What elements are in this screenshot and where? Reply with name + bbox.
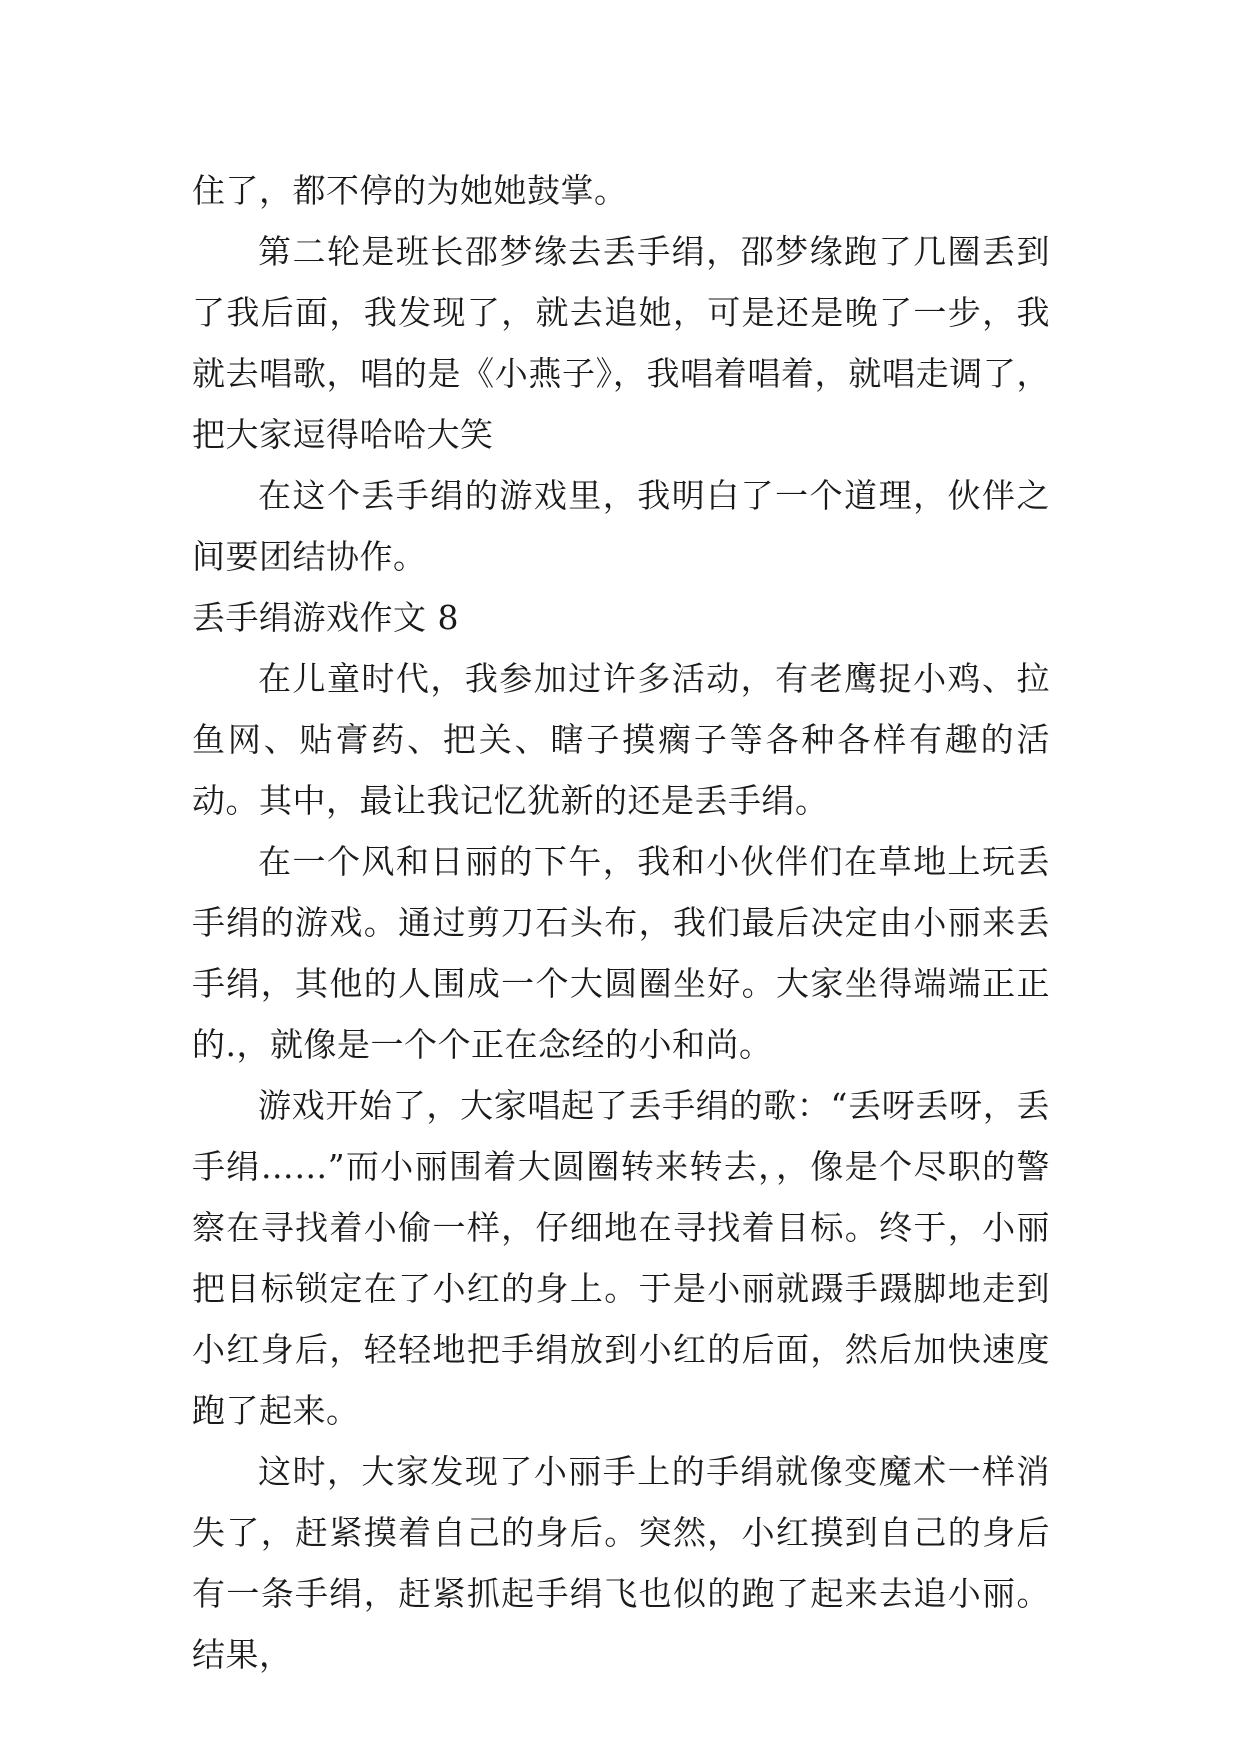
paragraph-afternoon-game: 在一个风和日丽的下午，我和小伙伴们在草地上玩丢手绢的游戏。通过剪刀石头布，我们最后决定由小丽来丢手绢，其他的人围成一个大圆圈坐好。大家坐得端端正正的.，就像是一个个正在念经的小和尚。 (192, 842, 1050, 1064)
paragraph-chase: 这时，大家发现了小丽手上的手绢就像变魔术一样消失了，赶紧摸着自己的身后。突然，小红摸到自己的身后有一条手绢，赶紧抓起手绢飞也似的跑了起来去追小丽。结果， (192, 1452, 1050, 1674)
document-body (192, 160, 1050, 1685)
paragraph-continuation: 住了，都不停的为她她鼓掌。 (192, 171, 628, 210)
essay-heading: 丢手绢游戏作文 8 (192, 598, 459, 637)
paragraph-lesson: 在这个丢手绢的游戏里，我明白了一个道理，伙伴之间要团结协作。 (192, 476, 1050, 576)
paragraph-game-starts: 游戏开始了，大家唱起了丢手绢的歌：“丢呀丢呀，丢手绢……”而小丽围着大圆圈转来转去，，像是个尽职的警察在寻找着小偷一样，仔细地在寻找着目标。终于，小丽把目标锁定在了小红的身上。于是小丽就蹑手蹑脚地走到小红身后，轻轻地把手绢放到小红的后面，然后加快速度跑了起来。 (192, 1086, 1050, 1430)
paragraph-second-round: 第二轮是班长邵梦缘去丢手绢，邵梦缘跑了几圈丢到了我后面，我发现了，就去追她，可是还是晚了一步，我就去唱歌，唱的是《小燕子》，我唱着唱着，就唱走调了，把大家逗得哈哈大笑 (192, 232, 1050, 454)
paragraph-childhood-activities: 在儿童时代，我参加过许多活动，有老鹰捉小鸡、拉鱼网、贴膏药、把关、瞎子摸瘸子等各种各样有趣的活动。其中，最让我记忆犹新的还是丢手绢。 (192, 659, 1050, 820)
